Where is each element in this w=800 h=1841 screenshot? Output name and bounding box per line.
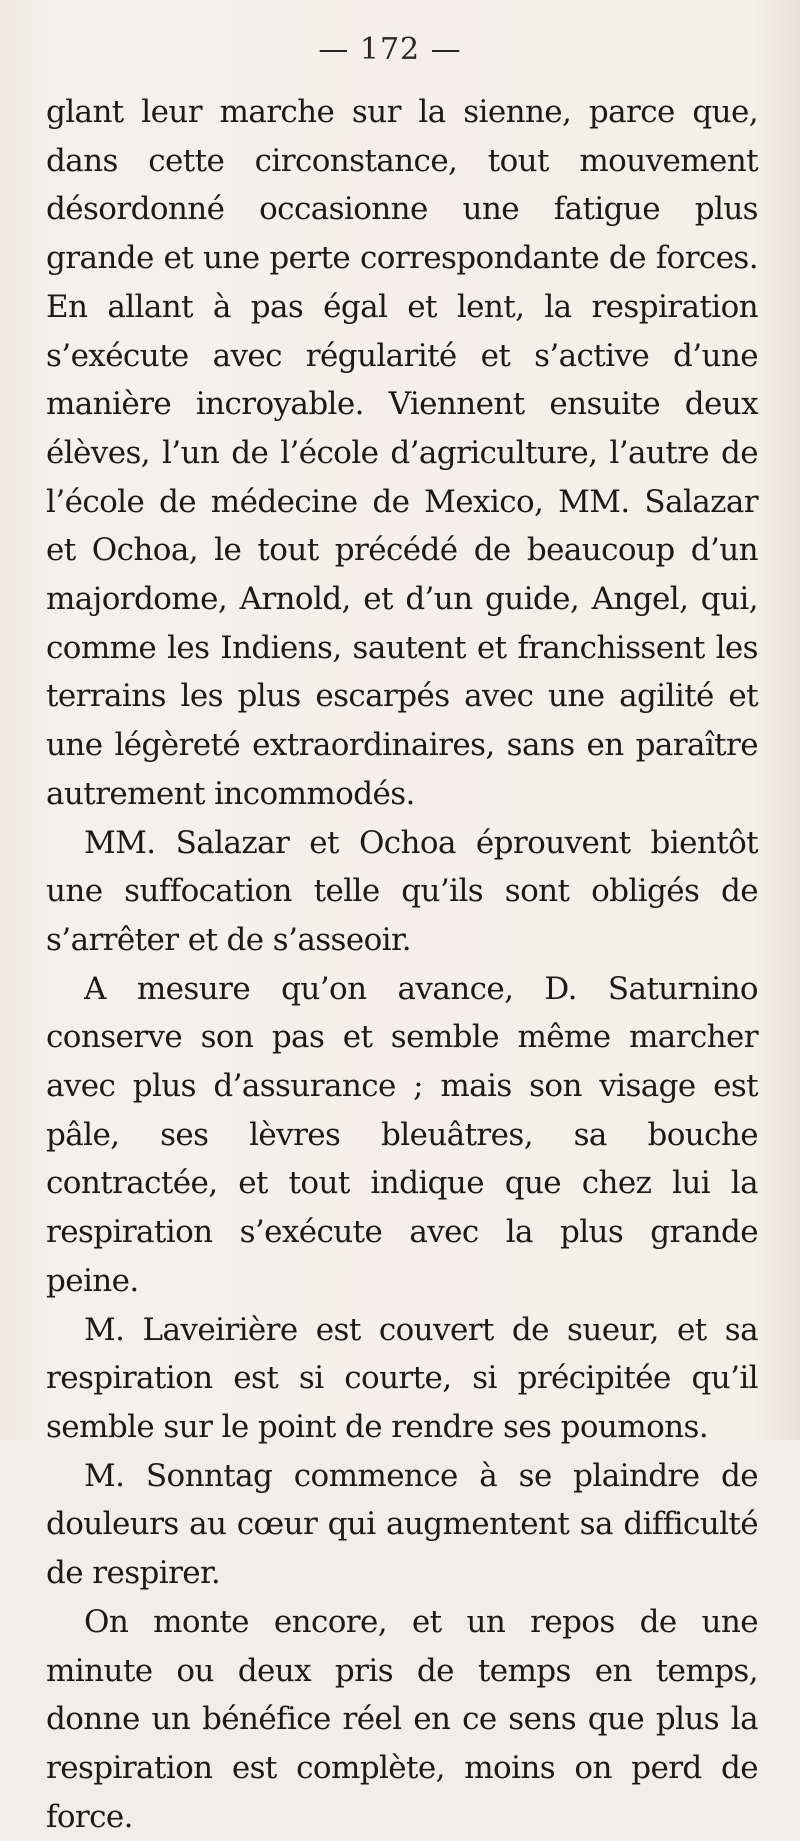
page-number: — 172 — <box>318 32 462 67</box>
paragraph-3: A mesure qu’on avance, D. Saturnino conserve son pas et semble même marcher avec plus d’assurance ; mais son visage est pâle, ses lèvres bleuâtres, sa bouche contractée, et tout indique que chez lui la respiration s’exécute avec la plus grande peine. <box>46 970 758 1299</box>
paragraph-1: glant leur marche sur la sienne, parce que, dans cette circonstance, tout mouvement désordonné occasionne une fatigue plus grande et une perte correspondante de forces. En allant à pas égal et lent, la respiration s’exécute avec régularité et s’active d’une manière incroyable. Viennent ensuite deux élèves, l’un de l’école d’agriculture, l’autre de l’école de médecine de Mexico, MM. Salazar et Ochoa, le tout précédé de beaucoup d’un majordome, Arnold, et d’un guide, Angel, qui, comme les Indiens, sautent et franchissent les terrains les plus escarpés avec une agilité et une légèreté extraordinaires, sans en paraître autrement incommodés. <box>46 94 758 812</box>
paragraph-2: MM. Salazar et Ochoa éprouvent bientôt une suffocation telle qu’ils sont obligés de s’arrêter et de s’asseoir. <box>46 824 758 958</box>
paragraph-4: M. Laveirière est couvert de sueur, et sa respiration est si courte, si précipitée qu’il semble sur le point de rendre ses poumons. <box>46 1311 758 1445</box>
paragraph-5: M. Sonntag commence à se plaindre de douleurs au cœur qui augmentent sa difficulté de respirer. <box>46 1457 758 1592</box>
body-text <box>46 88 758 1841</box>
paragraph-6: On monte encore, et un repos de une minute ou deux pris de temps en temps, donne un bénéfice réel en ce sens que plus la respiration est complète, moins on perd de force. <box>46 1603 758 1835</box>
